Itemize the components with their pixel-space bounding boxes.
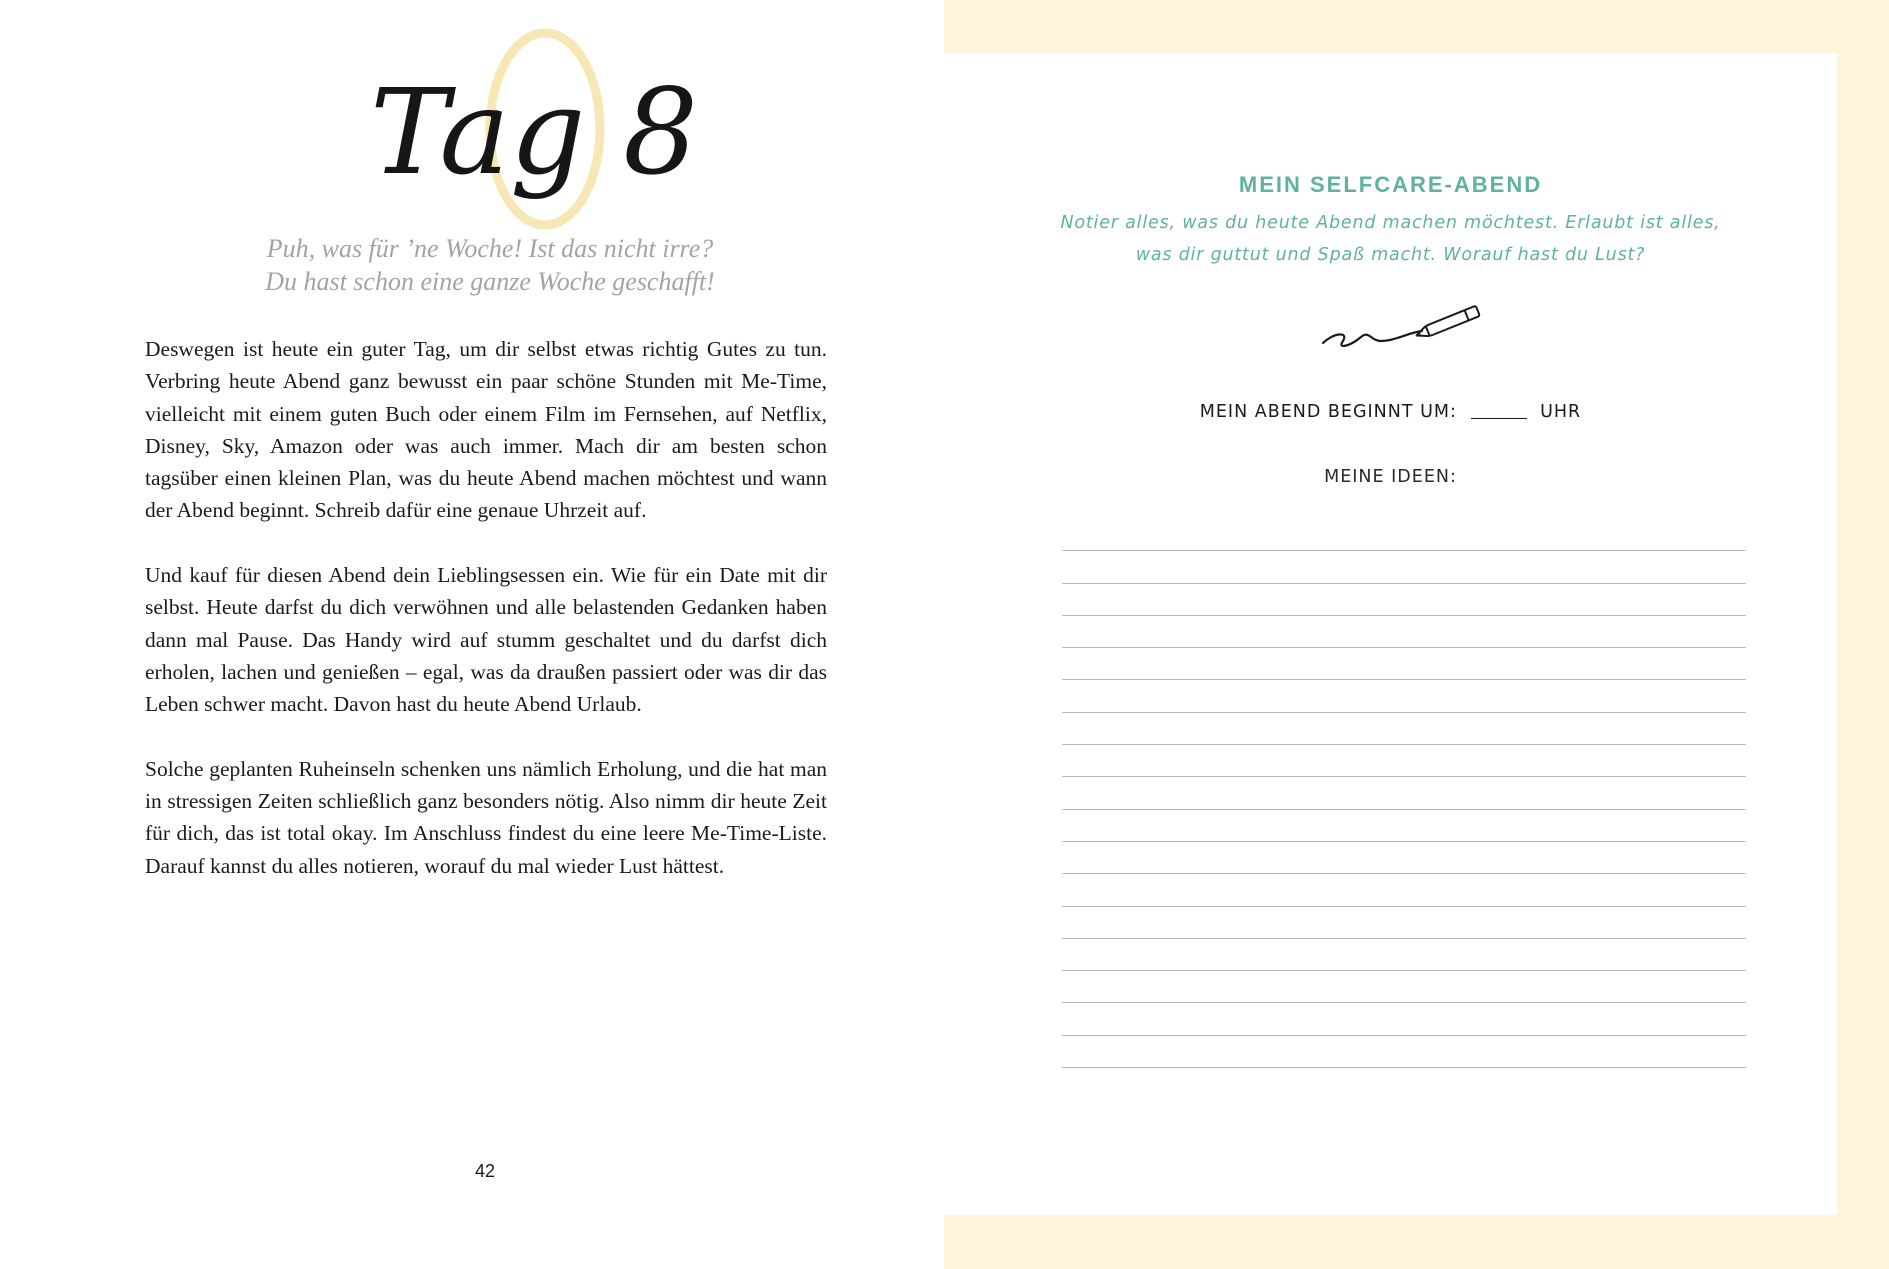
- ideas-label: MEINE IDEEN:: [1324, 467, 1457, 487]
- writing-line[interactable]: [1062, 713, 1746, 745]
- instructions: [1004, 207, 1777, 271]
- evening-start-suffix: UHR: [1540, 402, 1582, 422]
- writing-line[interactable]: [1062, 1003, 1746, 1035]
- cream-border-right: [1837, 0, 1889, 1269]
- paragraph: Und kauf für diesen Abend dein Lieblingsessen ein. Wie für ein Date mit dir selbst. Heute darfst du dich verwöhnen und alle belastenden Gedanken haben dann mal Pause. Das Handy wird auf stumm geschaltet und du darfst dich erholen, lachen und genießen – egal, was da draußen passiert oder was dir das Leben schwer macht. Davon hast du heute Abend Urlaub.: [145, 563, 827, 717]
- writing-line[interactable]: [1062, 874, 1746, 906]
- writing-line[interactable]: [1062, 1036, 1746, 1068]
- right-page: [944, 0, 1889, 1269]
- writing-line[interactable]: [1062, 584, 1746, 616]
- writing-line[interactable]: [1062, 648, 1746, 680]
- instruction-line: Notier alles, was du heute Abend machen möchtest. Erlaubt ist alles,: [1060, 213, 1721, 233]
- writing-line[interactable]: [1062, 680, 1746, 712]
- subtitle-line: Du hast schon eine ganze Woche geschafft!: [265, 267, 715, 296]
- writing-line[interactable]: [1062, 842, 1746, 874]
- cream-border-bottom: [944, 1215, 1889, 1269]
- writing-line[interactable]: [1062, 745, 1746, 777]
- writing-line[interactable]: [1062, 616, 1746, 648]
- cream-border-top: [944, 0, 1889, 53]
- page-number: 42: [474, 1161, 496, 1181]
- evening-start-label: MEIN ABEND BEGINNT UM:: [1199, 402, 1457, 422]
- instruction-line: was dir guttut und Spaß macht. Worauf hast du Lust?: [1135, 245, 1646, 265]
- subtitle: [140, 232, 840, 298]
- title-text: Tag 8: [370, 63, 699, 201]
- evening-start-blank[interactable]: [1471, 418, 1527, 419]
- paragraph: Deswegen ist heute ein guter Tag, um dir selbst etwas richtig Gutes zu tun. Verbring heute Abend ganz bewusst ein paar schöne Stunden mit Me-Time, vielleicht mit einem guten Buch oder einem Film im Fernsehen, auf Netflix, Disney, Sky, Amazon oder was auch immer. Mach dir am besten schon tagsüber einen kleinen Plan, was du heute Abend machen möchtest und wann der Abend beginnt. Schreib dafür eine genaue Uhrzeit auf.: [145, 337, 827, 523]
- writing-line[interactable]: [1062, 777, 1746, 809]
- writing-line[interactable]: [1062, 810, 1746, 842]
- pen-scribble-icon: [1319, 297, 1489, 359]
- left-page: [0, 0, 944, 1269]
- evening-start-field: [944, 402, 1837, 422]
- subtitle-line: Puh, was für ’ne Woche! Ist das nicht irre?: [266, 234, 714, 263]
- day-title-graphic: [360, 25, 699, 235]
- section-title: MEIN SELFCARE-ABEND: [1238, 172, 1543, 197]
- writing-line[interactable]: [1062, 939, 1746, 971]
- ideas-writing-lines: [1062, 519, 1746, 1068]
- paragraph: Solche geplanten Ruheinseln schenken uns nämlich Erholung, und die hat man in stressigen Zeiten schließlich ganz besonders nötig. Also nimm dir heute Zeit für dich, das ist total okay. Im Anschluss findest du eine leere Me-Time-Liste. Darauf kannst du alles notieren, worauf du mal wieder Lust hättest.: [145, 756, 827, 878]
- writing-line[interactable]: [1062, 907, 1746, 939]
- body-text: [145, 333, 827, 914]
- writing-line[interactable]: [1062, 551, 1746, 583]
- writing-line[interactable]: [1062, 519, 1746, 551]
- writing-line[interactable]: [1062, 971, 1746, 1003]
- day-title: [360, 25, 699, 235]
